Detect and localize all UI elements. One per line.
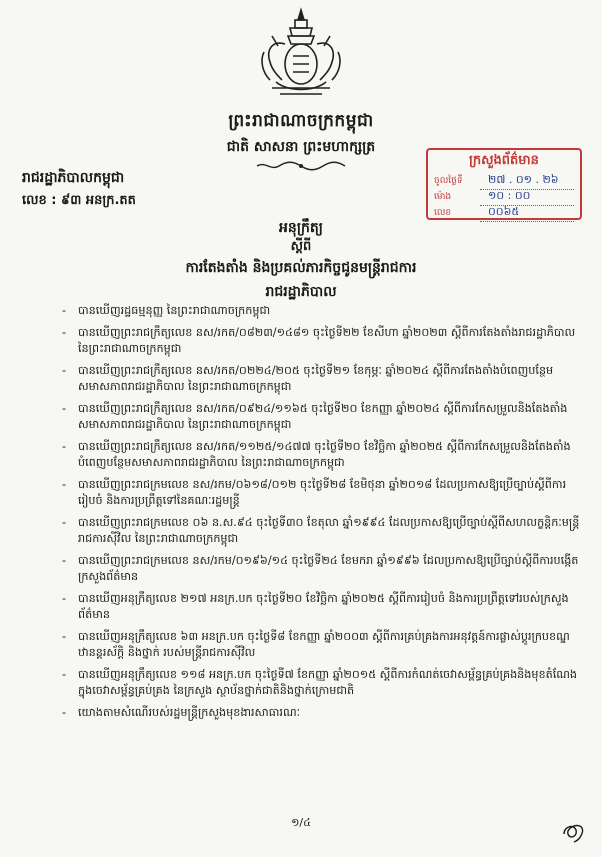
clause-item: - បានឃើញព្រះរាជក្រមលេខ នស/រកម/០៦១៨/០១២ ចុះថ្ងៃទី២៨ ខែមិថុនា ឆ្នាំ២០១៨ ដែលប្រកាសឱ្យប្រើច្បាប់ស្តីពីការរៀបចំ និងការប្រព្រឹត្តទៅនៃគណៈរដ្ឋមន្ត្រី [62,477,582,509]
royal-arms-emblem [258,6,344,102]
clause-item: - បានឃើញអនុក្រឹត្យលេខ ២១៧ អនក្រ.បក ចុះថ្ងៃទី២០ ខែវិច្ឆិកា ឆ្នាំ២០២៥ ស្តីពីការរៀបចំ និងការប្រព្រឹត្តទៅរបស់ក្រសួងព័ត៌មាន [62,591,582,623]
stamp-number-value: ០០៦៥ [480,205,574,222]
ornament-divider [255,161,347,171]
clause-item: - បានឃើញអនុក្រឹត្យលេខ ១១៨ អនក្រ.បក ចុះថ្ងៃទី៧ ខែកញ្ញា ឆ្នាំ២០១៥ ស្តីពីការកំណត់ចេវាសម្ព័ន្ធគ្រប់គ្រងនិងមុខតំណែងក្នុងចេវាសម្ព័ន្ធគ្រប់គ្រង នៃក្រសួង ស្ថាប័នថ្នាក់ជាតិនិងថ្នាក់ក្រោមជាតិ [62,667,582,699]
clause-item: - បានឃើញព្រះរាជក្រឹត្យលេខ នស/រកត/១១២៥/១៤៧៧ ចុះថ្ងៃទី២០ ខែវិច្ឆិកា ឆ្នាំ២០២៥ ស្តីពីការកែសម្រួលនិងតែងតាំងបំពេញបន្ថែមសមាសភាពរាជរដ្ឋាភិបាល នៃព្រះរាជាណាចក្រកម្ពុជា [62,439,582,471]
stamp-date-row [434,173,574,188]
document-number: លេខ : ៩៣ អនក្រ.តត [22,193,136,208]
stamp-time-row [434,189,574,204]
national-motto: ជាតិ សាសនា ព្រះមហាក្សត្រ [226,139,376,155]
clause-item: - បានឃើញព្រះរាជក្រឹត្យលេខ នស/រកត/០២២៤/២០៥ ចុះថ្ងៃទី២១ ខែកុម្ភៈ ឆ្នាំ២០២៤ ស្តីពីការតែងតាំងបំពេញបន្ថែមសមាសភាពរាជរដ្ឋាភិបាល នៃព្រះរាជាណាចក្រកម្ពុជា [62,363,582,395]
stamp-time-label: ម៉ោង [434,192,452,202]
handwritten-initials [560,820,586,844]
stamp-number-label: លេខ [434,208,452,218]
clause-item: - បានឃើញរដ្ឋធម្មនុញ្ញ នៃព្រះរាជាណាចក្រកម្ពុជា [62,303,582,319]
document-subject: ការតែងតាំង និងប្រគល់ភារកិច្ចជូនមន្ត្រីរាជការ [185,260,417,276]
government-name: រាជរដ្ឋាភិបាលកម្ពុជា [22,170,125,186]
clause-item: - យោងតាមសំណើរបស់រដ្ឋមន្ត្រីក្រសួងមុខងារសាធារណៈ [62,705,582,721]
kingdom-title: ព្រះរាជាណាចក្រកម្ពុជា [228,111,374,131]
issuing-body: រាជរដ្ឋាភិបាល [265,284,337,300]
received-stamp [426,148,582,220]
clause-item: - បានឃើញអនុក្រឹត្យលេខ ៦៣ អនក្រ.បក ចុះថ្ងៃទី៨ ខែកញ្ញា ឆ្នាំ២០០៣ ស្តីពីការគ្រប់គ្រងការអនុវត្តន៍ការផ្លាស់ប្តូរក្របខណ្ឌ ឋានន្តរស័ក្តិ និងថ្នាក់ របស់មន្ត្រីរាជការស៊ីវិល [62,629,582,661]
clause-item: - បានឃើញព្រះរាជក្រមលេខ ០៦ ន.ស.៩៤ ចុះថ្ងៃទី៣០ ខែតុលា ឆ្នាំ១៩៩៤ ដែលប្រកាសឱ្យប្រើច្បាប់ស្តីពីសហលក្ខន្តិកៈមន្ត្រីរាជការស៊ីវិល នៃព្រះរាជាណាចក្រកម្ពុជា [62,515,582,547]
stamp-date-label: ចូលថ្ងៃទី [434,176,463,186]
clause-item: - បានឃើញព្រះរាជក្រឹត្យលេខ នស/រកត/០៩២៤/១១៦៥ ចុះថ្ងៃទី២០ ខែកញ្ញា ឆ្នាំ២០២៤ ស្តីពីការកែសម្រួលនិងតែងតាំងសមាសភាពរាជរដ្ឋាភិបាល នៃព្រះរាជាណាចក្រកម្ពុជា [62,401,582,433]
stamp-date-value: ២៧ . ០១ . ២៦ [480,173,574,190]
document-type: អនុក្រឹត្យ [279,220,323,236]
page-number: ១/៤ [291,816,311,829]
clause-item: - បានឃើញព្រះរាជក្រមលេខ នស/រកម/០១៩៦/១៤ ចុះថ្ងៃទី២៤ ខែមករា ឆ្នាំ១៩៩៦ ដែលប្រកាសឱ្យប្រើច្បាប់ស្តីពីការបង្កើតក្រសួងព័ត៌មាន [62,553,582,585]
stamp-time-value: ១០ : ០០ [480,189,574,206]
about-label: ស្តីពី [290,239,312,254]
stamp-title: ក្រសួងព័ត៌មាន [469,153,539,168]
preamble-clauses [62,303,582,727]
clause-item: - បានឃើញព្រះរាជក្រឹត្យលេខ នស/រកត/០៨២៣/១៤៨១ ចុះថ្ងៃទី២២ ខែសីហា ឆ្នាំ២០២៣ ស្តីពីការតែងតាំងរាជរដ្ឋាភិបាល នៃព្រះរាជាណាចក្រកម្ពុជា [62,325,582,357]
